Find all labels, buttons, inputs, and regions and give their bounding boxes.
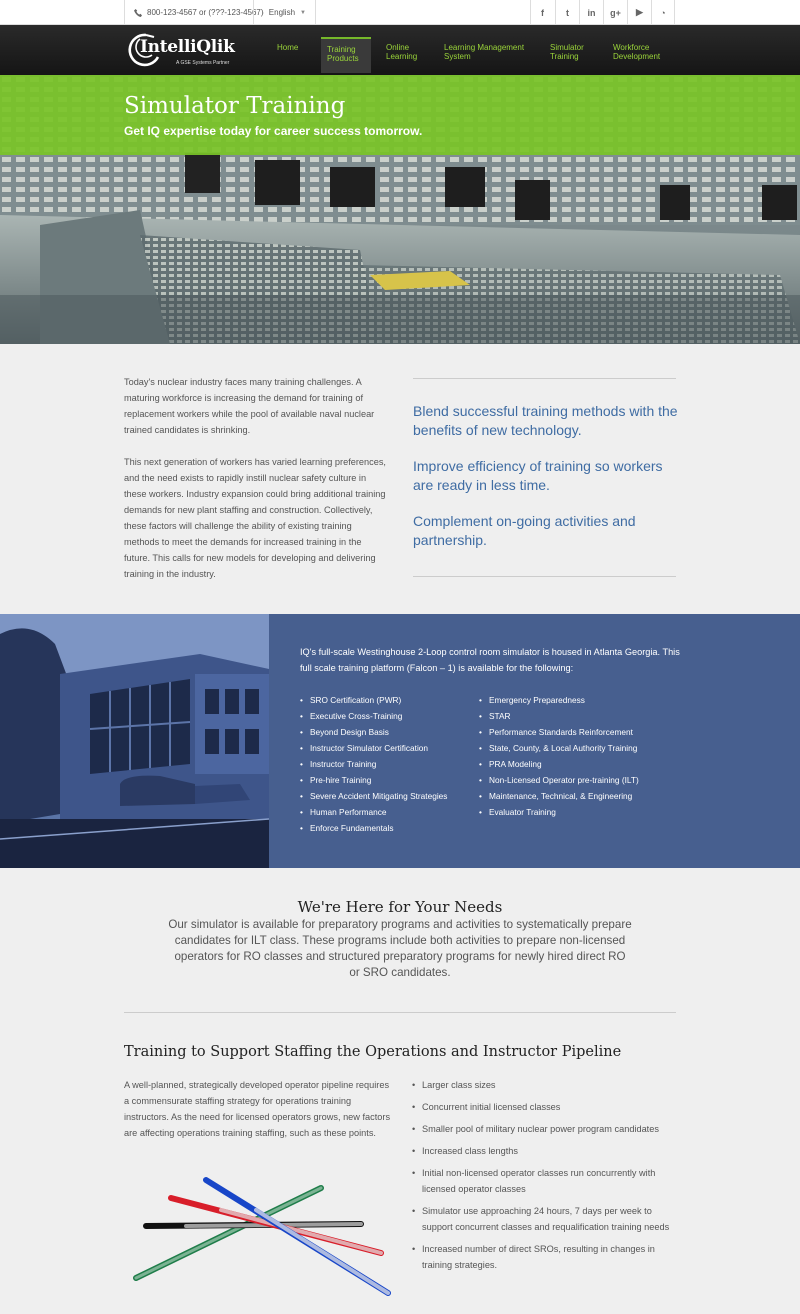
nav-item-simulator-training[interactable]: Simulator Training — [550, 43, 584, 61]
list-item: • Smaller pool of military nuclear power program candidates — [412, 1121, 682, 1137]
needs-heading: We're Here for Your Needs — [297, 898, 503, 916]
nav-item-home[interactable]: Home — [277, 43, 299, 52]
intro-paragraph: This next generation of workers has varied learning preferences, and the need exists to rapidly instill nuclear safety culture in these workers. Industry expansion could bring additional training demands for new plant staffing and construction. Collectively, these factors will challenge the ability of existing training methods to meet the demands for increased training in the future. This calls for new models for developing and delivering training in the industry. — [124, 457, 386, 579]
phone-number: 800-123-4567 or (???-123-4567) — [147, 8, 264, 17]
brand-tagline: A GSE Systems Partner — [176, 60, 230, 66]
facebook-icon[interactable]: f — [530, 0, 554, 25]
nav-item-training-products[interactable] — [321, 37, 371, 73]
google-plus-icon[interactable]: g+ — [603, 0, 627, 25]
list-item: • Maintenance, Technical, & Engineering — [479, 788, 679, 804]
list-item: • Non-Licensed Operator pre-training (ILT) — [479, 772, 679, 788]
pipeline-points — [412, 1077, 682, 1279]
list-item: • Executive Cross-Training — [300, 708, 475, 724]
list-item: • Evaluator Training — [479, 804, 679, 820]
training-list-left — [300, 692, 475, 836]
list-item: • Enforce Fundamentals — [300, 820, 475, 836]
youtube-icon[interactable]: ▶ — [627, 0, 651, 25]
brand-logo[interactable] — [124, 31, 244, 71]
main-navigation — [0, 25, 800, 75]
list-item: • Instructor Simulator Certification — [300, 740, 475, 756]
needs-text: Our simulator is available for preparatory programs and activities to systematically prepare candidates for ILT class. These programs include both activities to prepare non-licensed operators for RO classes and structured preparatory programs for newly hired direct RO or SRO candidates. — [168, 918, 632, 979]
list-item: • Concurrent initial licensed classes — [412, 1099, 682, 1115]
list-item: • Simulator use approaching 24 hours, 7 days per week to support concurrent classes and requalification training needs — [412, 1203, 682, 1235]
simulator-intro: IQ's full-scale Westinghouse 2-Loop control room simulator is housed in Atlanta Georgia. This full scale training platform (Falcon – 1) is available for the following: — [300, 647, 680, 673]
language-label: English — [268, 8, 296, 17]
phone-icon — [134, 9, 142, 17]
list-item: • Increased number of direct SROs, resulting in changes in training strategies. — [412, 1241, 682, 1273]
hero-green-overlay — [0, 75, 800, 155]
globe-icon — [263, 9, 264, 17]
nav-item-label: Training Products — [327, 45, 359, 63]
nav-item-workforce-development[interactable]: Workforce Development — [613, 43, 661, 61]
pipeline-text: A well-planned, strategically developed operator pipeline requires a commensurate staffing strategy for operations training instructors. As the need for licensed operators grows, new factors are affecting operations training staffing, such as these points. — [124, 1080, 391, 1138]
top-bar — [0, 0, 800, 25]
list-item: • Instructor Training — [300, 756, 475, 772]
list-item: • PRA Modeling — [479, 756, 679, 772]
caret-down-icon: ▼ — [300, 9, 306, 16]
page-title: Simulator Training — [124, 93, 346, 119]
linkedin-icon[interactable]: in — [579, 0, 603, 25]
nav-item-learning-management-system[interactable]: Learning Management System — [444, 43, 525, 61]
list-item: • Larger class sizes — [412, 1077, 682, 1093]
list-item: • State, County, & Local Authority Training — [479, 740, 679, 756]
pipeline-heading: Training to Support Staffing the Operations and Instructor Pipeline — [124, 1044, 622, 1060]
list-item: • Human Performance — [300, 804, 475, 820]
nav-item-online-learning[interactable]: Online Learning — [386, 43, 418, 61]
simulator-section — [0, 614, 800, 868]
highlight-text: Blend successful training methods with the benefits of new technology. — [413, 403, 678, 438]
list-item: • Increased class lengths — [412, 1143, 682, 1159]
list-item: • Beyond Design Basis — [300, 724, 475, 740]
brand-name: IntelliQlik — [140, 37, 235, 57]
highlight-text: Improve efficiency of training so workers are ready in less time. — [413, 458, 663, 493]
hero-banner — [0, 75, 800, 344]
list-item: • SRO Certification (PWR) — [300, 692, 475, 708]
training-list-right — [479, 692, 679, 820]
rss-icon[interactable]: ◔ — [651, 0, 675, 25]
list-item: • Pre-hire Training — [300, 772, 475, 788]
divider — [413, 576, 676, 577]
phone-contact[interactable] — [124, 0, 273, 25]
highlight-text: Complement on-going activities and partnership. — [413, 513, 636, 548]
list-item: • STAR — [479, 708, 679, 724]
list-item: • Severe Accident Mitigating Strategies — [300, 788, 475, 804]
list-item: • Initial non-licensed operator classes run concurrently with licensed operator classes — [412, 1165, 682, 1197]
building-photo — [0, 614, 269, 868]
twitter-icon[interactable]: t — [555, 0, 579, 25]
page-subtitle: Get IQ expertise today for career success tomorrow. — [124, 124, 423, 138]
list-item: • Performance Standards Reinforcement — [479, 724, 679, 740]
list-item: • Emergency Preparedness — [479, 692, 679, 708]
building-image — [0, 614, 269, 868]
language-selector[interactable] — [253, 0, 316, 25]
divider — [124, 1012, 676, 1013]
pens-image — [126, 1168, 396, 1304]
intro-section — [0, 344, 800, 614]
intro-paragraph: Today's nuclear industry faces many training challenges. A maturing workforce is increasing the demand for training of replacement workers while the pool of available naval nuclear trained candidates is shrinking. — [124, 377, 375, 435]
divider — [413, 378, 676, 379]
